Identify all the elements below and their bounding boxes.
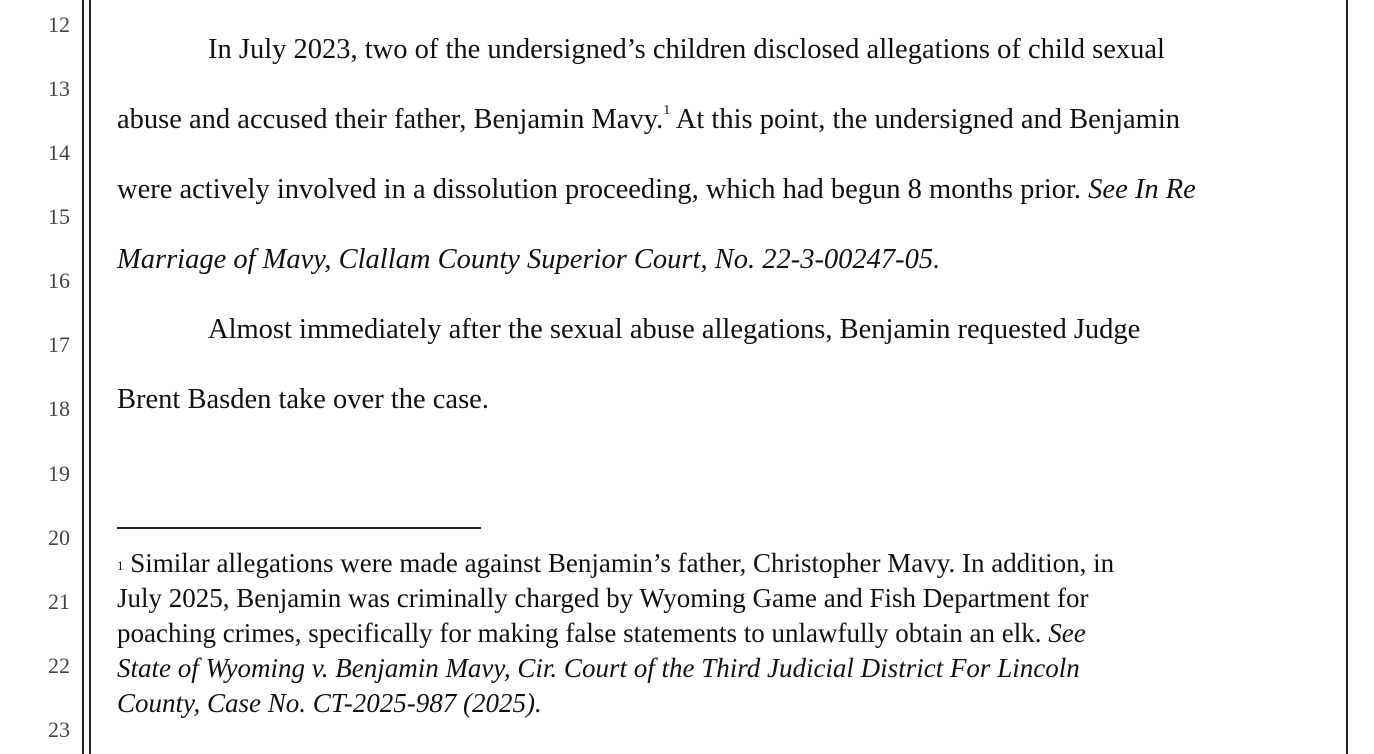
footnote-citation-line: State of Wyoming v. Benjamin Mavy, Cir. Court of the Third Judicial District For Lincoln xyxy=(117,653,1080,683)
line-number: 16 xyxy=(48,268,70,293)
footnote-text-segment: Similar allegations were made against Benjamin’s father, Christopher Mavy. In addition, in xyxy=(123,548,1115,578)
body-text-line xyxy=(117,103,1180,135)
citation-signal: See In Re xyxy=(1088,174,1196,205)
footnote-line xyxy=(117,546,1317,581)
left-margin-rule xyxy=(82,0,84,754)
body-text-segment: At this point, the undersigned and Benjamin xyxy=(670,104,1180,135)
footnote-citation-line: County, Case No. CT-2025-987 (2025). xyxy=(117,688,542,718)
body-text-line: Brent Basden take over the case. xyxy=(117,384,489,415)
line-number: 20 xyxy=(48,525,70,550)
body-text-line: In July 2023, two of the undersigned’s children disclosed allegations of child sexual xyxy=(208,34,1165,65)
line-number: 13 xyxy=(48,76,70,101)
line-number: 14 xyxy=(48,140,70,165)
footnote-marker: 1 xyxy=(117,558,124,573)
line-number: 21 xyxy=(48,589,70,614)
body-text-segment: abuse and accused their father, Benjamin Mavy. xyxy=(117,104,664,135)
case-citation: Marriage of Mavy, Clallam County Superior Court, No. 22-3-00247-05. xyxy=(117,244,941,275)
line-number: 19 xyxy=(48,461,70,486)
footnote-reference: 1 xyxy=(663,103,671,118)
footnote xyxy=(117,546,1317,721)
footnote-separator xyxy=(117,527,481,529)
body-text-segment: were actively involved in a dissolution proceeding, which had begun 8 months prior. xyxy=(117,174,1089,205)
body-text-line: Almost immediately after the sexual abuse allegations, Benjamin requested Judge xyxy=(208,314,1141,345)
line-number: 22 xyxy=(48,653,70,678)
left-margin-rule-inner xyxy=(89,0,91,754)
footnote-line xyxy=(117,616,1317,651)
footnote-line: July 2025, Benjamin was criminally charged by Wyoming Game and Fish Department for xyxy=(117,583,1089,613)
line-number: 15 xyxy=(48,204,70,229)
line-number: 23 xyxy=(48,717,70,742)
footnote-text-segment: poaching crimes, specifically for making false statements to unlawfully obtain an elk. xyxy=(117,618,1049,648)
right-margin-rule xyxy=(1346,0,1348,754)
line-number: 12 xyxy=(48,12,70,37)
line-number: 18 xyxy=(48,396,70,421)
body-text-line xyxy=(117,176,1196,205)
line-number-column xyxy=(0,0,78,754)
citation-signal: See xyxy=(1048,618,1086,648)
line-number: 17 xyxy=(48,332,70,357)
